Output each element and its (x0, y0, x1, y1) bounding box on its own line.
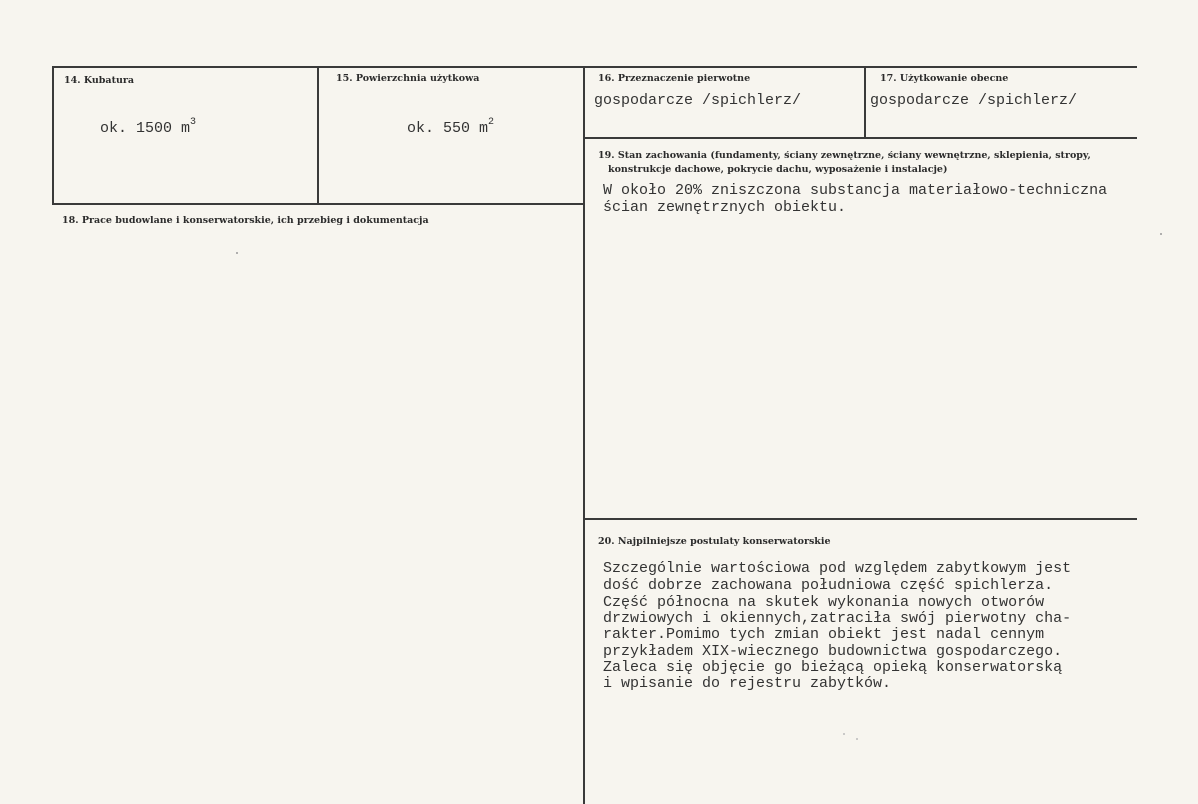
field-17-value: gospodarcze /spichlerz/ (870, 92, 1078, 109)
divider-14-15 (317, 66, 319, 205)
paper-speck (843, 733, 845, 735)
field-20-line: Część północna na skutek wykonania nowych otworów (603, 594, 1045, 611)
left-border (52, 66, 54, 205)
rule-under-16-17 (585, 137, 1137, 139)
field-20-line: przykładem XIX-wiecznego budownictwa gospodarczego. (603, 643, 1063, 660)
field-14-text: ok. 1500 m (100, 120, 191, 137)
field-14-sup: 3 (190, 117, 197, 128)
field-19-line: ścian zewnętrznych obiektu. (603, 199, 847, 216)
field-20-line: Zaleca się objęcie go bieżącą opieką konserwatorską (603, 659, 1063, 676)
paper-speck (856, 738, 858, 740)
field-20-line: dość dobrze zachowana południowa część spichlerza. (603, 577, 1054, 594)
center-divider (583, 66, 585, 804)
paper-speck (1160, 233, 1162, 235)
field-16-label: 16. Przeznaczenie pierwotne (598, 73, 751, 84)
field-15-text: ok. 550 m (407, 120, 489, 137)
field-19-label-line1: 19. Stan zachowania (fundamenty, ściany zewnętrzne, ściany wewnętrzne, sklepienia, stropy, (598, 150, 1091, 161)
field-15-sup: 2 (488, 117, 495, 128)
top-rule (52, 66, 1137, 68)
field-16-value: gospodarcze /spichlerz/ (594, 92, 802, 109)
field-20-line: i wpisanie do rejestru zabytków. (603, 675, 892, 692)
field-19-line: W około 20% zniszczona substancja materiałowo-techniczna (603, 182, 1108, 199)
field-15-label: 15. Powierzchnia użytkowa (336, 73, 480, 84)
field-17-label: 17. Użytkowanie obecne (880, 73, 1009, 84)
field-15-value (407, 117, 494, 138)
field-20-line: rakter.Pomimo tych zmian obiekt jest nadal cennym (603, 626, 1045, 643)
divider-16-17 (864, 66, 866, 139)
field-19-label-line2: konstrukcje dachowe, pokrycie dachu, wyposażenie i instalacje) (608, 164, 948, 175)
field-20-line: drzwiowych i okiennych,zatraciła swój pierwotny cha- (603, 610, 1072, 627)
paper-speck (236, 252, 238, 254)
field-20-line: Szczególnie wartościowa pod względem zabytkowym jest (603, 560, 1072, 577)
field-20-label: 20. Najpilniejsze postulaty konserwatorskie (598, 536, 831, 547)
rule-above-20 (585, 518, 1137, 520)
field-18-label: 18. Prace budowlane i konserwatorskie, ich przebieg i dokumentacja (62, 215, 429, 226)
field-14-label: 14. Kubatura (64, 75, 135, 86)
field-14-value (100, 117, 196, 138)
